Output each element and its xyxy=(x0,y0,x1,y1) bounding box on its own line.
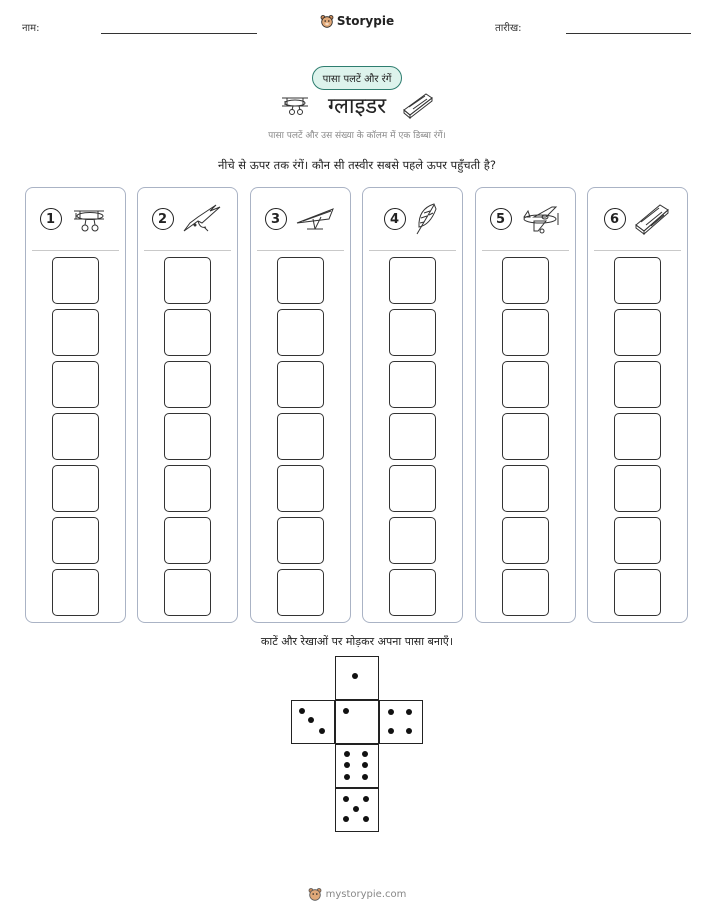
color-box[interactable] xyxy=(502,517,549,564)
date-line[interactable] xyxy=(566,33,691,34)
feather-icon xyxy=(412,201,442,237)
dice-face-1 xyxy=(335,656,379,700)
color-box[interactable] xyxy=(164,257,211,304)
dice-face-4 xyxy=(379,700,423,744)
color-box[interactable] xyxy=(164,361,211,408)
brand-name: Storypie xyxy=(336,14,395,28)
dice-face-center xyxy=(335,700,379,744)
column-3 xyxy=(250,187,351,623)
color-box[interactable] xyxy=(389,257,436,304)
color-box[interactable] xyxy=(277,361,324,408)
color-box[interactable] xyxy=(52,413,99,460)
column-1 xyxy=(25,187,126,623)
date-label: तारीख: xyxy=(495,23,522,34)
color-box[interactable] xyxy=(52,465,99,512)
color-box[interactable] xyxy=(614,257,661,304)
bear-logo-icon xyxy=(308,887,322,901)
footer-url[interactable]: mystorypie.com xyxy=(325,888,407,900)
column-5 xyxy=(475,187,576,623)
color-box[interactable] xyxy=(389,309,436,356)
column-6 xyxy=(587,187,688,623)
color-box[interactable] xyxy=(614,517,661,564)
footer xyxy=(0,886,714,905)
page-title: ग्लाइडर xyxy=(327,94,387,119)
balsa-wood-icon xyxy=(632,201,672,237)
bear-logo-icon xyxy=(320,14,334,28)
biplane-icon xyxy=(278,92,314,118)
color-box[interactable] xyxy=(52,517,99,564)
dice-face-6 xyxy=(335,744,379,788)
color-box[interactable] xyxy=(614,309,661,356)
color-box[interactable] xyxy=(389,413,436,460)
column-number: 1 xyxy=(40,208,62,230)
column-number: 2 xyxy=(152,208,174,230)
propeller-plane-icon xyxy=(518,201,562,237)
dice-face-3 xyxy=(291,700,335,744)
color-box[interactable] xyxy=(614,465,661,512)
column-number: 4 xyxy=(384,208,406,230)
instructions-text: पासा पलटें और उस संख्या के कॉलम में एक डिब्बा रंगें। xyxy=(268,131,446,141)
color-box[interactable] xyxy=(52,569,99,616)
color-box[interactable] xyxy=(614,569,661,616)
color-box[interactable] xyxy=(502,257,549,304)
color-box[interactable] xyxy=(52,309,99,356)
column-number: 5 xyxy=(490,208,512,230)
color-box[interactable] xyxy=(164,413,211,460)
color-box[interactable] xyxy=(164,465,211,512)
color-box[interactable] xyxy=(277,517,324,564)
title-row xyxy=(0,90,714,120)
activity-badge: पासा पलटें और रंगें xyxy=(312,66,403,90)
color-box[interactable] xyxy=(389,465,436,512)
column-number: 3 xyxy=(265,208,287,230)
color-box[interactable] xyxy=(502,361,549,408)
column-2 xyxy=(137,187,238,623)
cut-instruction: काटें और रेखाओं पर मोड़कर अपना पासा बनाएँ। xyxy=(260,635,454,648)
color-box[interactable] xyxy=(614,413,661,460)
name-label: नाम: xyxy=(22,23,40,34)
color-box[interactable] xyxy=(502,569,549,616)
column-4 xyxy=(362,187,463,623)
hang-glider-icon xyxy=(293,201,337,237)
color-box[interactable] xyxy=(502,309,549,356)
color-box[interactable] xyxy=(277,309,324,356)
color-box[interactable] xyxy=(164,309,211,356)
color-box[interactable] xyxy=(389,569,436,616)
name-line[interactable] xyxy=(101,33,257,34)
eagle-icon xyxy=(180,201,224,237)
color-box[interactable] xyxy=(277,465,324,512)
color-box[interactable] xyxy=(164,517,211,564)
balsa-wood-icon xyxy=(400,90,436,120)
color-box[interactable] xyxy=(277,413,324,460)
color-box[interactable] xyxy=(164,569,211,616)
column-number: 6 xyxy=(604,208,626,230)
color-box[interactable] xyxy=(52,361,99,408)
biplane-icon xyxy=(68,201,112,237)
brand-logo xyxy=(0,13,714,32)
color-box[interactable] xyxy=(502,465,549,512)
color-box[interactable] xyxy=(389,517,436,564)
color-box[interactable] xyxy=(614,361,661,408)
question-text: नीचे से ऊपर तक रंगें। कौन सी तस्वीर सबसे पहले ऊपर पहुँचती है? xyxy=(217,158,497,172)
color-box[interactable] xyxy=(52,257,99,304)
color-box[interactable] xyxy=(502,413,549,460)
color-box[interactable] xyxy=(277,569,324,616)
color-box[interactable] xyxy=(389,361,436,408)
dice-face-5 xyxy=(335,788,379,832)
color-box[interactable] xyxy=(277,257,324,304)
